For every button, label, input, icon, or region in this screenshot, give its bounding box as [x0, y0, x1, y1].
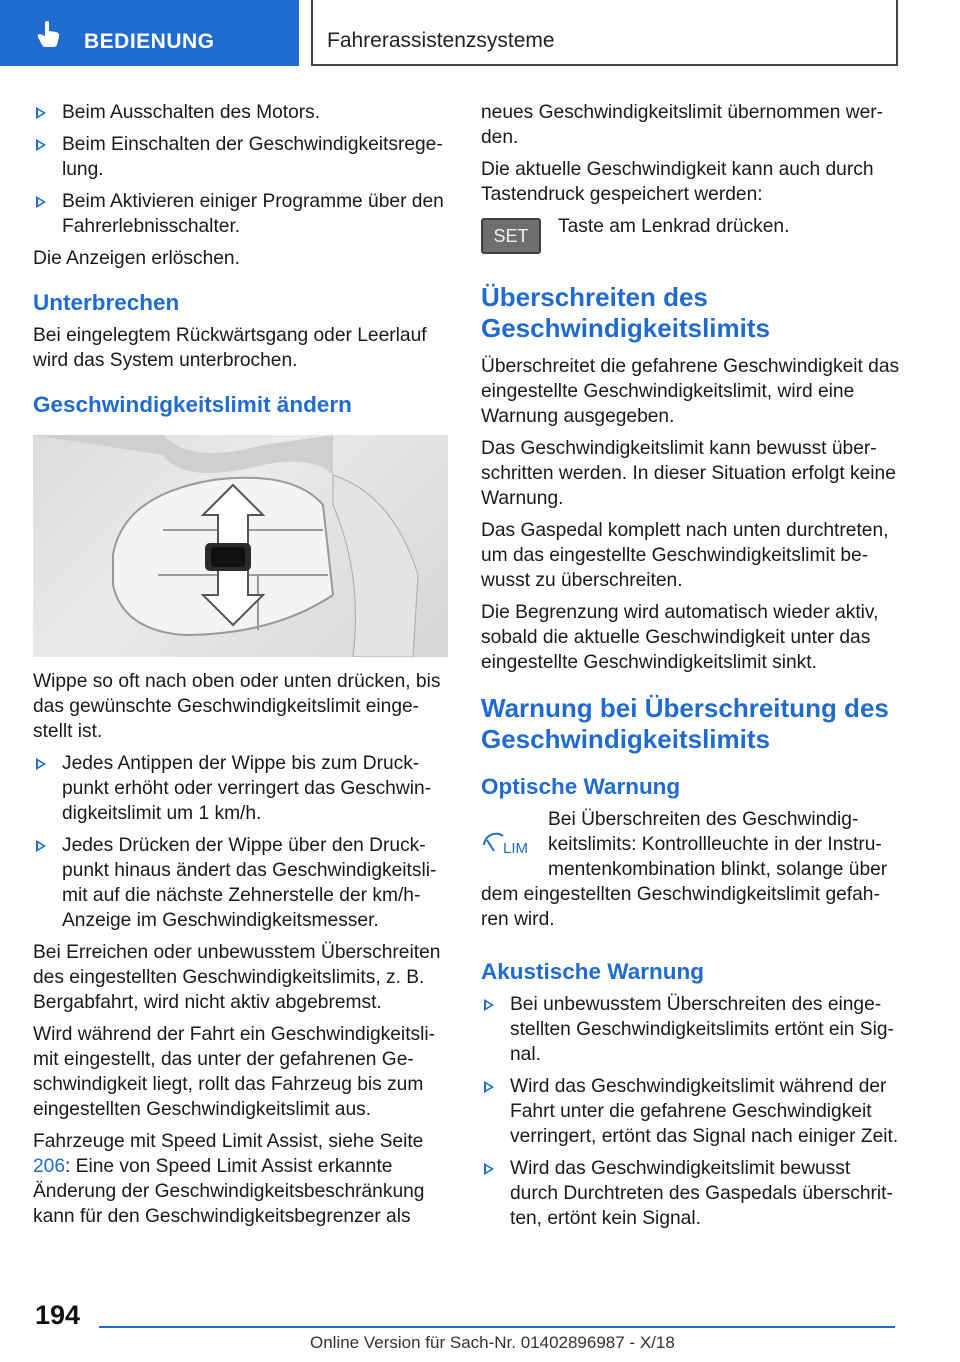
paragraph: Fahrzeuge mit Speed Limit Assist, siehe Seite 206: Eine von Speed Limit Assist erkannte Änderung der Geschwindigkeitsbeschränkung kann für den Geschwindigkeitsbegrenzer als: [33, 1131, 425, 1227]
list-item: Wird das Geschwindigkeitslimit bewusst durch Durchtreten des Gaspedals überschrit-ten, ertönt kein Signal.: [481, 1156, 901, 1231]
bullet-list-top: [33, 100, 451, 239]
left-column: [33, 100, 451, 1236]
footer-divider: [99, 1326, 895, 1328]
paragraph: Taste am Lenkrad drücken.: [558, 216, 790, 237]
triangle-bullet-icon: [36, 139, 46, 151]
page-link[interactable]: 206: [33, 1156, 66, 1177]
lim-label: LIM: [503, 840, 529, 857]
bullet-list-wippe: [33, 751, 451, 933]
triangle-bullet-icon: [36, 107, 46, 119]
paragraph: Das Geschwindigkeitslimit kann bewusst über-schritten werden. In dieser Situation erfolgt keine Warnung.: [481, 438, 896, 509]
list-item: Jedes Drücken der Wippe über den Druck-punkt hinaus ändert das Geschwindigkeitsli-mit auf die nächste Zehnerstelle der km/h-Anzeige im Geschwindigkeitsmesser.: [33, 833, 451, 933]
page-header: [0, 0, 960, 66]
speed-limit-indicator-icon: [481, 831, 536, 857]
paragraph: Die aktuelle Geschwindigkeit kann auch durch Tastendruck gespeichert werden:: [481, 159, 874, 205]
right-column: [481, 100, 901, 1238]
heading-limit-aendern: Geschwindigkeitslimit ändern: [33, 392, 352, 417]
hand-pointer-icon: [36, 20, 62, 48]
heading-akustische-warnung: Akustische Warnung: [481, 959, 704, 984]
bullet-list-akustisch: [481, 992, 901, 1231]
triangle-bullet-icon: [36, 840, 46, 852]
paragraph: Die Anzeigen erlöschen.: [33, 248, 240, 269]
paragraph: dem eingestellten Geschwindigkeitslimit gefah-ren wird.: [481, 884, 880, 930]
paragraph: neues Geschwindigkeitslimit übernommen wer-den.: [481, 102, 884, 148]
triangle-bullet-icon: [484, 1163, 494, 1175]
rocker-switch-illustration: [33, 435, 448, 657]
heading-ueberschreiten: Überschreiten des Geschwindigkeitslimits: [481, 282, 770, 343]
list-item: Wird das Geschwindigkeitslimit während der Fahrt unter die gefahrene Geschwindigkeit verringert, ertönt das Signal nach einiger Zeit.: [481, 1074, 901, 1149]
triangle-bullet-icon: [484, 999, 494, 1011]
heading-unterbrechen: Unterbrechen: [33, 290, 180, 315]
chapter-tab[interactable]: [0, 0, 299, 66]
set-button-icon: SET: [481, 218, 541, 254]
list-item: Beim Ausschalten des Motors.: [33, 100, 451, 125]
section-title: Fahrerassistenzsysteme: [327, 29, 555, 52]
footer-online-version: Online Version für Sach-Nr. 01402896987 - X/18: [310, 1333, 675, 1352]
page-number: 194: [35, 1300, 81, 1330]
paragraph: Bei Erreichen oder unbewusstem Überschreiten des eingestellten Geschwindigkeitslimits, z. B. Bergabfahrt, wird nicht aktiv abgebremst.: [33, 942, 441, 1013]
optische-warnung-block: [481, 807, 901, 932]
list-item: Bei unbewusstem Überschreiten des einge-stellten Geschwindigkeitslimits ertönt ein Sig-nal.: [481, 992, 901, 1067]
steering-wheel-rocker-image: [33, 435, 448, 657]
heading-optische-warnung: Optische Warnung: [481, 774, 681, 799]
paragraph: Bei eingelegtem Rückwärtsgang oder Leerlauf wird das System unterbrochen.: [33, 325, 427, 371]
triangle-bullet-icon: [36, 196, 46, 208]
chapter-label: BEDIENUNG: [84, 30, 215, 53]
triangle-bullet-icon: [36, 758, 46, 770]
set-button-row: [481, 214, 901, 264]
list-item: Beim Einschalten der Geschwindigkeitsrege-lung.: [33, 132, 451, 182]
paragraph: Wippe so oft nach oben oder unten drücken, bis das gewünschte Geschwindigkeitslimit einge-stellt ist.: [33, 671, 441, 742]
heading-warnung: Warnung bei Überschreitung des Geschwindigkeitslimits: [481, 693, 889, 754]
section-header: [311, 0, 898, 66]
paragraph: Bei Überschreiten des Geschwindig-keitslimits: Kontrollleuchte in der Instru-mentenkombination blinkt, solange über: [548, 809, 888, 880]
list-item: Beim Aktivieren einiger Programme über den Fahrerlebnisschalter.: [33, 189, 451, 239]
paragraph: Überschreitet die gefahrene Geschwindigkeit das eingestellte Geschwindigkeitslimit, wird eine Warnung ausgegeben.: [481, 356, 900, 427]
list-item: Jedes Antippen der Wippe bis zum Druck-punkt erhöht oder verringert das Geschwin-digkeitslimit um 1 km/h.: [33, 751, 451, 826]
paragraph: Wird während der Fahrt ein Geschwindigkeitsli-mit eingestellt, das unter der gefahrenen Ge-schwindigkeit liegt, rollt das Fahrzeug bis zum eingestellten Geschwindigkeitslimit aus.: [33, 1024, 436, 1120]
triangle-bullet-icon: [484, 1081, 494, 1093]
paragraph: Das Gaspedal komplett nach unten durchtreten, um das eingestellte Geschwindigkeitslimit be-wusst zu überschreiten.: [481, 520, 889, 591]
paragraph: Die Begrenzung wird automatisch wieder aktiv, sobald die aktuelle Geschwindigkeit unter das eingestellte Geschwindigkeitslimit sinkt.: [481, 602, 879, 673]
